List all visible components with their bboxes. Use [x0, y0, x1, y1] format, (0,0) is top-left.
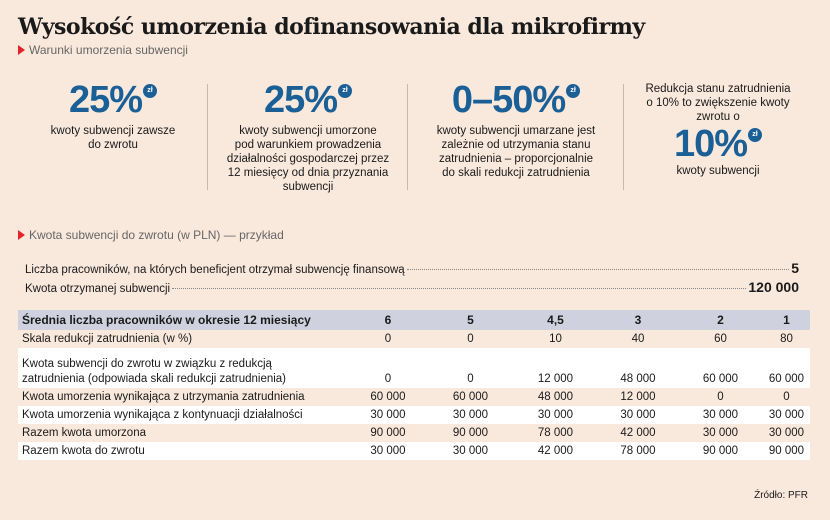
table-cell: 60 000: [763, 370, 810, 388]
table-cell: 48 000: [598, 370, 678, 388]
table-cell: 12 000: [513, 370, 598, 388]
stats-panel: [18, 78, 812, 196]
summary-row-amount: [25, 279, 799, 295]
table-row: [18, 370, 810, 388]
table-cell: 30 000: [513, 406, 598, 424]
stat-4-value: 10% zł: [674, 124, 762, 164]
section-label-example-text: Kwota subwencji do zwrotu (w PLN) — przykład: [29, 228, 284, 242]
table-header-cell: 3: [598, 310, 678, 330]
table-row: [18, 330, 810, 348]
table-cell: 10: [513, 330, 598, 348]
stat-2: [208, 78, 408, 196]
table-header-cell: 2: [678, 310, 763, 330]
table-cell: 30 000: [428, 442, 513, 460]
stat-2-value: 25% zł: [264, 80, 352, 120]
source-note: Źródło: PFR: [754, 490, 808, 501]
table-cell: 40: [598, 330, 678, 348]
zloty-badge-icon: zł: [566, 84, 580, 98]
table-cell: 30 000: [678, 424, 763, 442]
table-cell: 60 000: [678, 370, 763, 388]
table-cell: 90 000: [428, 424, 513, 442]
summary-label: Liczba pracowników, na których beneficjent otrzymał subwencję finansową: [25, 264, 405, 276]
table-header-cell: 6: [348, 310, 428, 330]
table-cell: 90 000: [763, 442, 810, 460]
table-cell: 78 000: [513, 424, 598, 442]
table-cell: 42 000: [513, 442, 598, 460]
table-cell: 30 000: [348, 442, 428, 460]
table-cell: 0: [763, 388, 810, 406]
table-cell: 30 000: [598, 406, 678, 424]
table-cell: 90 000: [348, 424, 428, 442]
chart-title: Wysokość umorzenia dofinansowania dla mikrofirmy: [18, 14, 645, 40]
table-cell: 30 000: [678, 406, 763, 424]
row-label: Razem kwota do zwrotu: [18, 442, 348, 460]
stat-1-text: kwoty subwencji zawsze do zwrotu: [50, 125, 176, 151]
red-triangle-icon: [18, 45, 25, 55]
example-table: [18, 310, 810, 460]
table-cell: 78 000: [598, 442, 678, 460]
stat-3-text: kwoty subwencji umarzane jest zależnie od utrzymania stanu zatrudnienia – proporcjonalnie do skali redukcji zatrudnienia: [436, 125, 596, 179]
table-cell: 12 000: [598, 388, 678, 406]
stat-4-text: kwoty subwencji: [676, 165, 760, 177]
stat-3: [408, 78, 624, 196]
section-label-conditions: [18, 43, 188, 57]
summary-value: 5: [791, 260, 799, 276]
table-cell: 42 000: [598, 424, 678, 442]
table-row: [18, 424, 810, 442]
table-row: [18, 406, 810, 424]
table-cell: 0: [348, 370, 428, 388]
table-header-cell: 5: [428, 310, 513, 330]
row-label: Skala redukcji zatrudnienia (w %): [18, 330, 348, 348]
table-header-label: Średnia liczba pracowników w okresie 12 miesiący: [18, 310, 348, 330]
dotted-leader: [172, 288, 746, 289]
table-cell: 60 000: [428, 388, 513, 406]
table-cell: 60 000: [348, 388, 428, 406]
row-label: Kwota umorzenia wynikająca z kontynuacji działalności: [18, 406, 348, 424]
summary-value: 120 000: [748, 279, 799, 295]
table-header-cell: 1: [763, 310, 810, 330]
stat-1-value: 25% zł: [69, 80, 157, 120]
table-row: [18, 388, 810, 406]
table-cell: 90 000: [678, 442, 763, 460]
table-header-cell: 4,5: [513, 310, 598, 330]
table-cell: 80: [763, 330, 810, 348]
row-label: zatrudnienia (odpowiada skali redukcji zatrudnienia): [18, 370, 348, 388]
zloty-badge-icon: zł: [143, 84, 157, 98]
table-cell: 0: [348, 330, 428, 348]
row-label: Kwota umorzenia wynikająca z utrzymania zatrudnienia: [18, 388, 348, 406]
section-label-example: [18, 228, 284, 242]
table-cell: 30 000: [763, 406, 810, 424]
table-row: [18, 348, 810, 370]
stat-3-value: 0–50% zł: [452, 80, 580, 120]
dotted-leader: [407, 269, 790, 270]
row-label: Razem kwota umorzona: [18, 424, 348, 442]
table-row: [18, 442, 810, 460]
row-label-line1: Kwota subwencji do zwrotu w związku z redukcją: [18, 348, 810, 370]
summary-row-employees: [25, 260, 799, 276]
table-cell: 60: [678, 330, 763, 348]
table-cell: 30 000: [348, 406, 428, 424]
table-cell: 30 000: [428, 406, 513, 424]
table-cell: 0: [428, 370, 513, 388]
table-header-row: [18, 310, 810, 330]
table-cell: 0: [678, 388, 763, 406]
table-cell: 0: [428, 330, 513, 348]
zloty-badge-icon: zł: [748, 128, 762, 142]
table-cell: 48 000: [513, 388, 598, 406]
red-triangle-icon: [18, 230, 25, 240]
stat-4: [624, 78, 812, 196]
table-cell: 30 000: [763, 424, 810, 442]
stat-4-pretext: Redukcja stanu zatrudnienia o 10% to zwiększenie kwoty zwrotu o: [645, 83, 791, 123]
summary-label: Kwota otrzymanej subwencji: [25, 283, 171, 295]
zloty-badge-icon: zł: [338, 84, 352, 98]
stat-1: [18, 78, 208, 196]
section-label-conditions-text: Warunki umorzenia subwencji: [29, 43, 188, 57]
stat-2-text: kwoty subwencji umorzone pod warunkiem prowadzenia działalności gospodarczej przez 12 miesięcy od dnia przyznania subwencji: [226, 125, 390, 193]
